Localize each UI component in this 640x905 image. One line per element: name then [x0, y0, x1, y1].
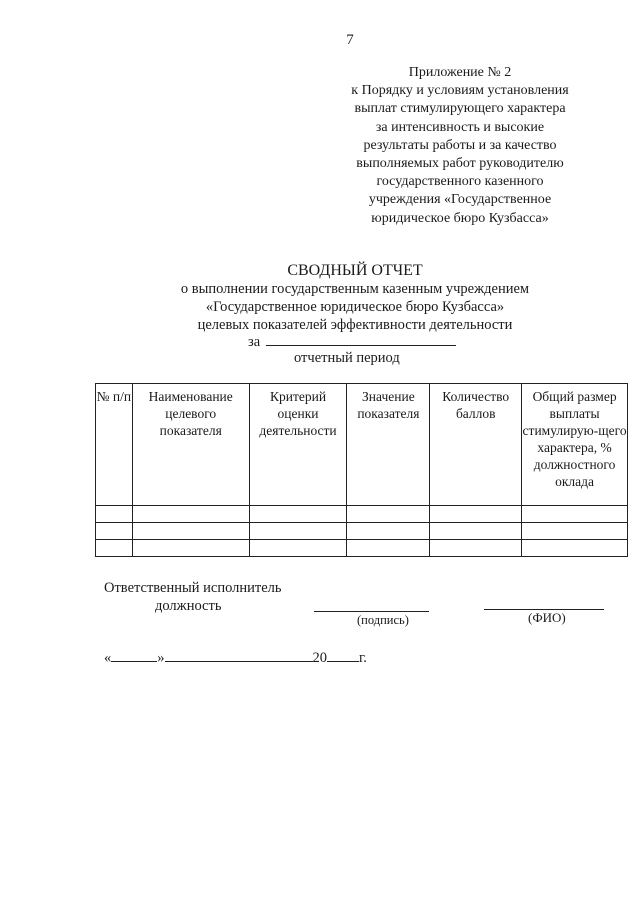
table-cell [347, 540, 430, 557]
table-cell [347, 523, 430, 540]
report-subtitle-line: целевых показателей эффективности деятельности [197, 317, 513, 333]
period-prefix: за [248, 334, 261, 350]
year-suffix: г. [359, 650, 367, 666]
date-open-quote: « [104, 650, 112, 666]
table-row [96, 506, 628, 523]
year-blank-line [327, 648, 359, 662]
appendix-line: выполняемых работ руководителю [356, 156, 564, 172]
table-cell [430, 523, 522, 540]
table-cell [522, 523, 628, 540]
month-blank-line [165, 648, 313, 662]
page-number: 7 [346, 32, 354, 48]
period-blank-line [266, 333, 456, 346]
period-caption: отчетный период [294, 350, 400, 366]
table-row [96, 540, 628, 557]
appendix-header [310, 64, 610, 228]
table-cell [249, 506, 347, 523]
table-cell [347, 506, 430, 523]
table-header-cell: Критерий оценки деятельности [249, 384, 347, 506]
table-header-cell: Значение показателя [347, 384, 430, 506]
responsible-label: Ответственный исполнитель [104, 580, 282, 596]
appendix-line: результаты работы и за качество [363, 137, 557, 153]
day-blank-line [111, 648, 157, 662]
report-title: СВОДНЫЙ ОТЧЕТ [287, 262, 423, 279]
table-header-cell: № п/п [96, 384, 133, 506]
table-cell [96, 506, 133, 523]
period-field [248, 333, 456, 351]
appendix-line: за интенсивность и высокие [375, 119, 545, 135]
date-close-quote: » [157, 650, 165, 666]
table-cell [96, 540, 133, 557]
appendix-line: выплат стимулирующего характера [354, 101, 566, 117]
date-field [104, 648, 367, 667]
position-label: должность [155, 598, 222, 614]
year-prefix: 20 [312, 650, 327, 666]
appendix-line: Приложение № 2 [408, 65, 512, 80]
report-table [95, 383, 628, 557]
appendix-line: к Порядку и условиям установления [351, 83, 569, 99]
appendix-line: государственного казенного [376, 174, 544, 190]
appendix-line: юридическое бюро Кузбасса» [371, 210, 549, 226]
table-cell [522, 540, 628, 557]
table-row [96, 523, 628, 540]
signature-line [314, 611, 429, 612]
table-header-cell: Количество баллов [430, 384, 522, 506]
name-caption: (ФИО) [528, 610, 566, 625]
table-cell [249, 540, 347, 557]
table-cell [96, 523, 133, 540]
table-cell [430, 506, 522, 523]
table-header-cell: Наименование целевого показателя [132, 384, 249, 506]
table-header-cell: Общий размер выплаты стимулирую-щего характера, % должностного оклада [522, 384, 628, 506]
table-cell [249, 523, 347, 540]
table-cell [132, 506, 249, 523]
table-cell [132, 540, 249, 557]
table-cell [522, 506, 628, 523]
appendix-line: учреждения «Государственное [368, 192, 552, 208]
signature-caption: (подпись) [357, 613, 409, 627]
report-title-block [140, 262, 570, 334]
report-subtitle-line: «Государственное юридическое бюро Кузбасса» [205, 299, 505, 315]
table-cell [430, 540, 522, 557]
table-cell [132, 523, 249, 540]
table-header-row [96, 384, 628, 506]
report-subtitle-line: о выполнении государственным казенным учреждением [180, 281, 530, 297]
